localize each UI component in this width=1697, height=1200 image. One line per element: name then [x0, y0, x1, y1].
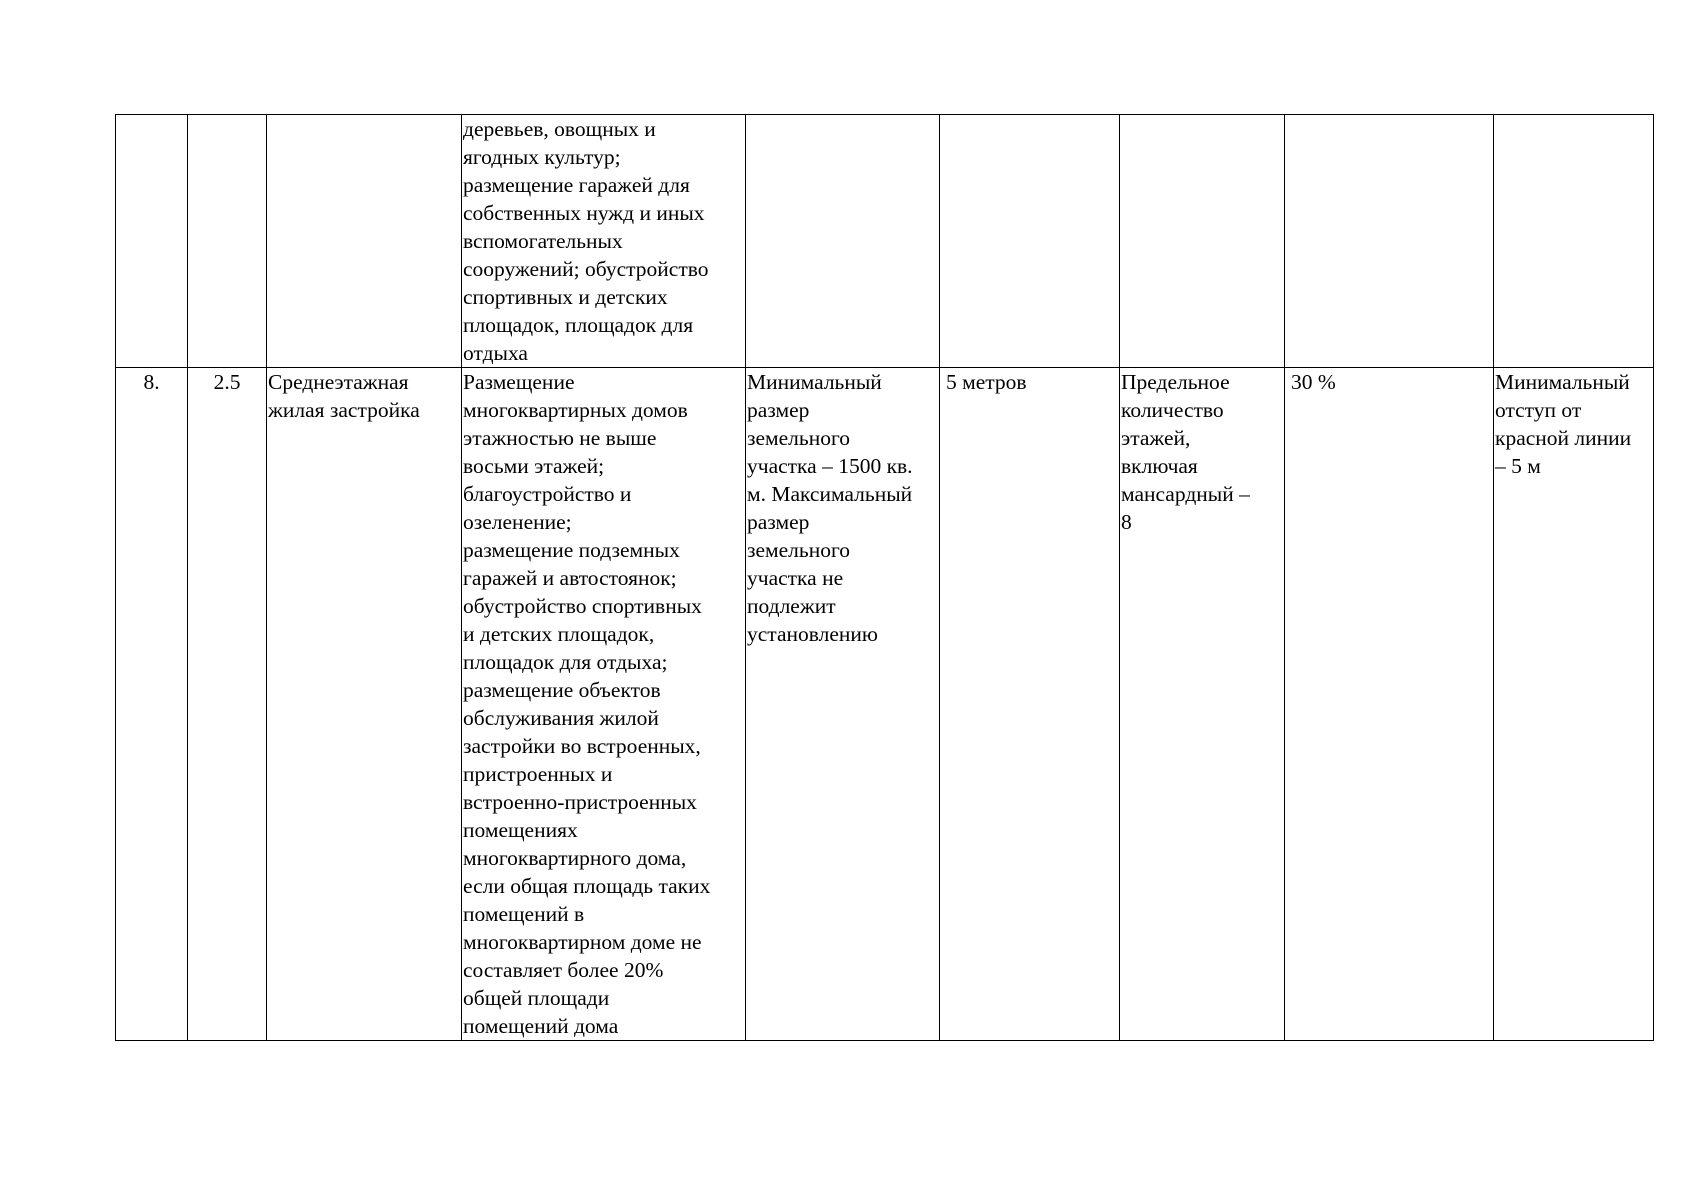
coverage-cell: 30 %: [1285, 368, 1494, 1041]
setback-cell: 5 метров: [940, 368, 1120, 1041]
use-description-cell: деревьев, овощных и ягодных культур; размещение гаражей для собственных нужд и иных вспомогательных сооружений; обустройство спортивных и детских площадок, площадок для отдыха: [462, 115, 746, 368]
other-params-cell: Минимальный отступ от красной линии – 5 м: [1494, 368, 1654, 1041]
setback-cell: [940, 115, 1120, 368]
table-row: [116, 368, 1654, 1041]
use-description-cell: Размещение многоквартирных домов этажностью не выше восьми этажей; благоустройство и озеленение; размещение подземных гаражей и автостоянок; обустройство спортивных и детских площадок, площадок для отдыха; размещение объектов обслуживания жилой застройки во встроенных, пристроенных и встроенно-пристроенных помещениях многоквартирного дома, если общая площадь таких помещений в многоквартирном доме не составляет более 20% общей площади помещений дома: [462, 368, 746, 1041]
use-code-cell: [188, 115, 267, 368]
use-code-cell: 2.5: [188, 368, 267, 1041]
use-name-cell: Среднеэтажная жилая застройка: [267, 368, 462, 1041]
row-number-cell: 8.: [116, 368, 188, 1041]
coverage-cell: [1285, 115, 1494, 368]
plot-size-cell: Минимальный размер земельного участка – 1500 кв. м. Максимальный размер земельного участка не подлежит установлению: [746, 368, 940, 1041]
other-params-cell: [1494, 115, 1654, 368]
use-name-cell: [267, 115, 462, 368]
plot-size-cell: [746, 115, 940, 368]
table-row: [116, 115, 1654, 368]
floors-cell: [1120, 115, 1285, 368]
regulations-table: [115, 114, 1654, 1041]
floors-cell: Предельное количество этажей, включая мансардный – 8: [1120, 368, 1285, 1041]
row-number-cell: [116, 115, 188, 368]
